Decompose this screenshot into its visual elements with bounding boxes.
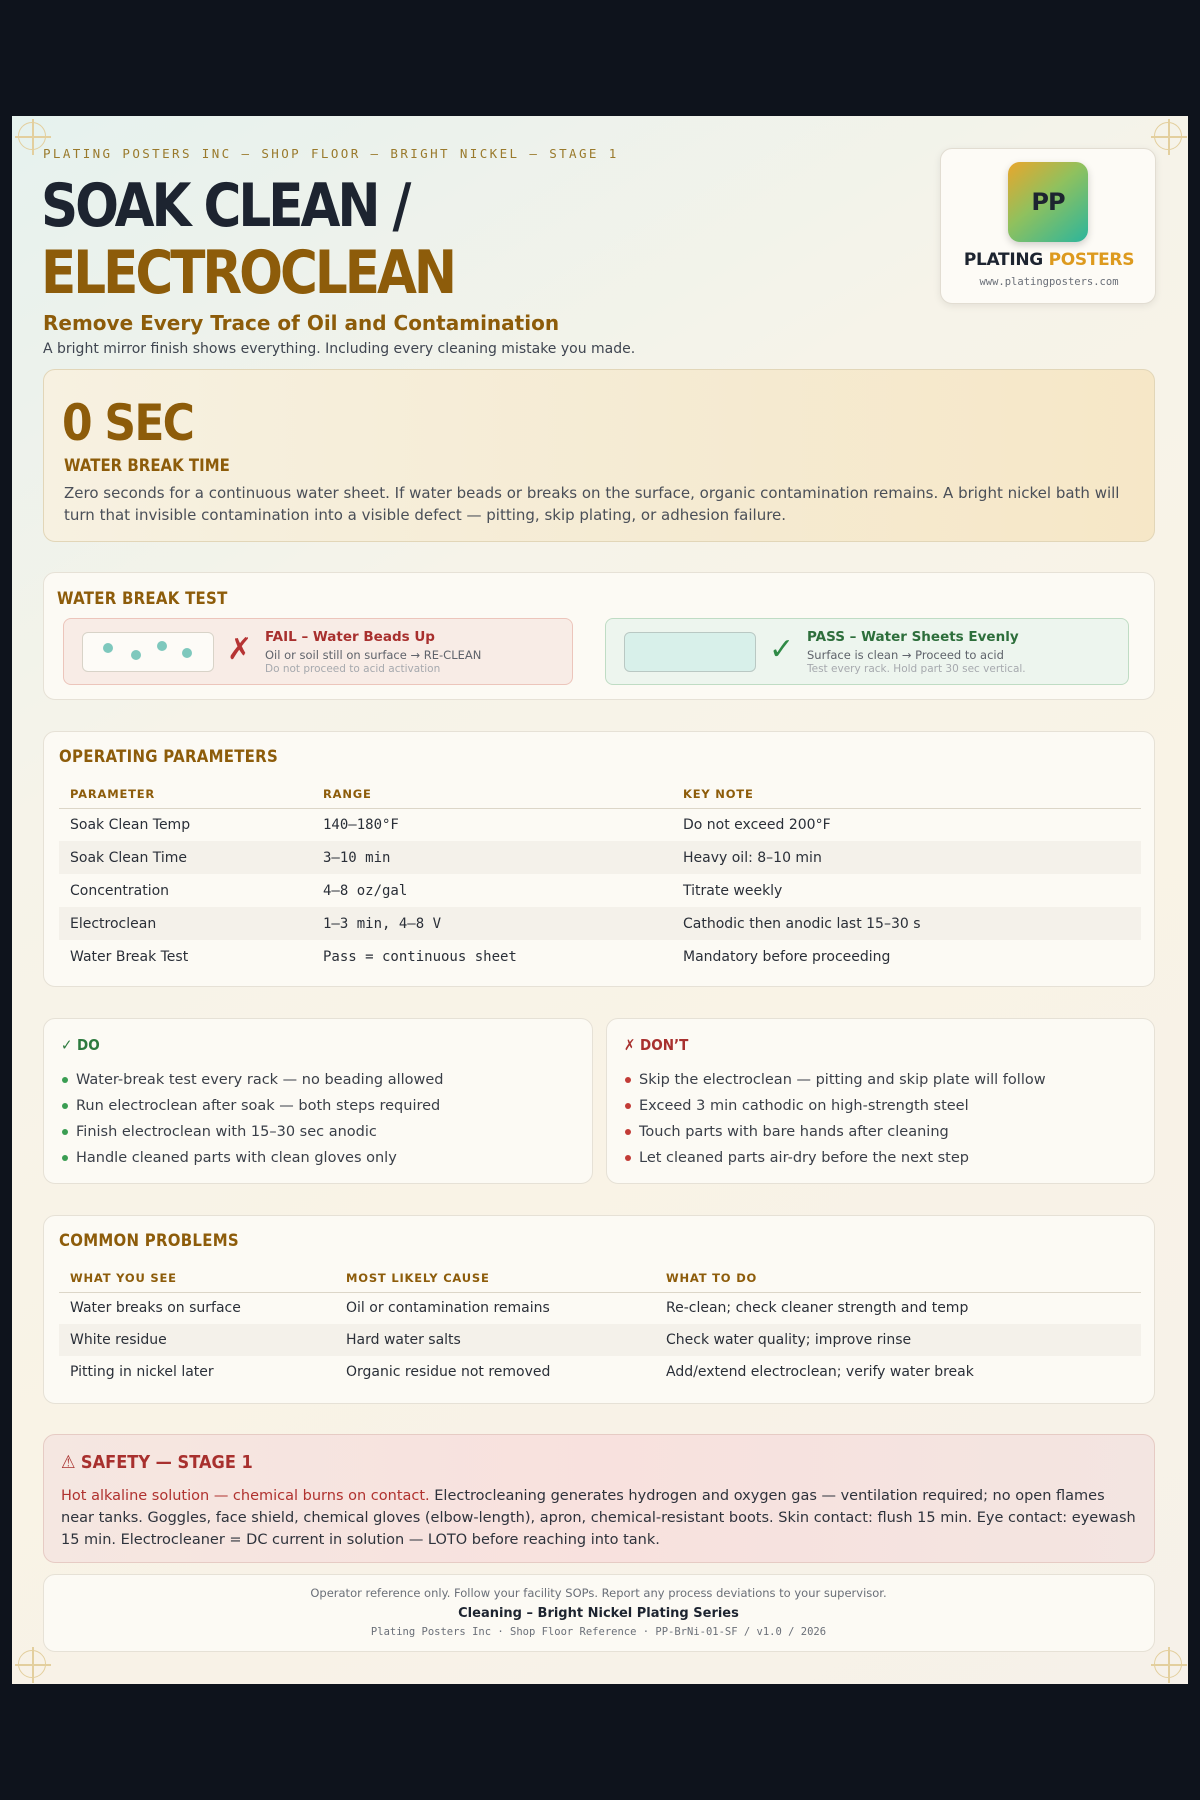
safety-title xyxy=(61,1452,253,1473)
registration-mark-top-left xyxy=(18,122,46,150)
table-cell: Hard water salts xyxy=(335,1324,655,1356)
hero-stat-card xyxy=(43,369,1155,542)
list-item: Run electroclean after soak — both steps required xyxy=(61,1093,444,1119)
table-row xyxy=(59,907,1141,940)
parameters-table xyxy=(59,780,1141,973)
brand-name xyxy=(941,250,1157,270)
table-cell: 140–180°F xyxy=(323,816,399,833)
brand-name-part-1: PLATING xyxy=(963,250,1049,270)
table-cell: Water breaks on surface xyxy=(70,1300,241,1317)
page-title-line-1: SOAK CLEAN / xyxy=(41,171,409,241)
safety-body: Electrocleaning generates hydrogen and oxygen gas — ventilation required; no open flames near tanks. Goggles, face shield, chemical gloves (elbow-length), apron, chemical-resistant boots. Skin contact: flush 15 min. Eye contact: eyewash 15 min. Electrocleaner = DC current in solution — LOTO before reaching into tank. xyxy=(61,1488,1136,1548)
hero-stat-label: WATER BREAK TIME xyxy=(64,456,230,476)
list-item: Skip the electroclean — pitting and skip plate will follow xyxy=(624,1067,1046,1093)
list-item: Finish electroclean with 15–30 sec anodic xyxy=(61,1119,444,1145)
column-header: PARAMETER xyxy=(59,780,312,808)
water-bead xyxy=(182,648,192,658)
poster-sheet xyxy=(12,116,1188,1684)
dont-list-card xyxy=(606,1018,1155,1184)
table-cell: Organic residue not removed xyxy=(346,1364,551,1380)
brand-logo-icon: PP xyxy=(1008,162,1088,242)
table-row xyxy=(59,940,1141,973)
pass-check-icon: ✓ xyxy=(769,632,795,667)
table-row xyxy=(59,841,1141,874)
footer-series: Cleaning – Bright Nickel Plating Series xyxy=(458,1606,739,1621)
safety-text xyxy=(61,1485,1141,1551)
fail-x-icon: ✗ xyxy=(227,632,253,667)
list-item: Water-break test every rack — no beading allowed xyxy=(61,1067,444,1093)
beading-water-swatch xyxy=(82,632,214,672)
fail-example xyxy=(63,618,573,685)
table-row xyxy=(59,808,1141,841)
table-cell: Cathodic then anodic last 15–30 s xyxy=(672,907,1141,940)
footer-disclaimer: Operator reference only. Follow your facility SOPs. Report any process deviations to your supervisor. xyxy=(310,1586,887,1600)
table-cell: 1–3 min, 4–8 V xyxy=(312,907,672,940)
dont-title: ✗ DON’T xyxy=(624,1036,689,1054)
footer-card xyxy=(43,1574,1155,1652)
registration-mark-bottom-left xyxy=(18,1650,46,1678)
water-break-test-card xyxy=(43,572,1155,700)
table-cell: Mandatory before proceeding xyxy=(683,948,891,965)
do-list-card xyxy=(43,1018,593,1184)
table-cell: Re-clean; check cleaner strength and temp xyxy=(666,1300,969,1317)
list-item: Touch parts with bare hands after cleaning xyxy=(624,1119,1046,1145)
safety-title-text: SAFETY — STAGE 1 xyxy=(80,1452,253,1473)
table-cell: Pass = continuous sheet xyxy=(323,948,517,965)
dont-list xyxy=(624,1067,1046,1171)
table-cell: Soak Clean Temp xyxy=(70,816,191,833)
table-cell: Oil or contamination remains xyxy=(346,1300,550,1317)
column-header: WHAT YOU SEE xyxy=(59,1264,335,1292)
sheeting-water-swatch xyxy=(624,632,756,672)
table-cell: Pitting in nickel later xyxy=(70,1364,214,1380)
table-header-row xyxy=(59,1264,1141,1292)
table-cell: Electroclean xyxy=(59,907,312,940)
hero-stat-description: Zero seconds for a continuous water sheet. If water beads or breaks on the surface, organic contamination remains. A bright nickel bath will turn that invisible contamination into a visible defect — pitting, skip plating, or adhesion failure. xyxy=(64,484,1120,524)
footer-document-code: Plating Posters Inc · Shop Floor Reference · PP-BrNi-01-SF / v1.0 / 2026 xyxy=(370,1626,827,1638)
table-cell: 4–8 oz/gal xyxy=(323,882,408,899)
registration-mark-top-right xyxy=(1154,122,1182,150)
section-title: WATER BREAK TEST xyxy=(57,589,228,609)
pass-heading: PASS – Water Sheets Evenly xyxy=(807,629,1019,645)
do-title: ✓ DO xyxy=(61,1036,100,1054)
safety-highlight: Hot alkaline solution — chemical burns on contact. xyxy=(61,1488,430,1504)
table-cell: Soak Clean Time xyxy=(59,841,312,874)
pass-instruction: Surface is clean → Proceed to acid xyxy=(807,648,1004,662)
table-cell: White residue xyxy=(59,1324,335,1356)
water-bead xyxy=(103,643,113,653)
section-title: OPERATING PARAMETERS xyxy=(59,747,278,767)
brand-name-part-2: POSTERS xyxy=(1048,250,1135,270)
section-title: COMMON PROBLEMS xyxy=(59,1231,239,1251)
operating-parameters-card xyxy=(43,731,1155,987)
water-bead xyxy=(157,641,167,651)
table-cell: 3–10 min xyxy=(312,841,672,874)
pass-note: Test every rack. Hold part 30 sec vertical. xyxy=(807,663,1026,675)
column-header: RANGE xyxy=(312,780,672,808)
poster-kicker: PLATING POSTERS INC — SHOP FLOOR — BRIGHT NICKEL — STAGE 1 xyxy=(43,146,619,161)
problems-table xyxy=(59,1264,1141,1388)
column-header: WHAT TO DO xyxy=(655,1264,1141,1292)
do-list xyxy=(61,1067,444,1171)
table-row xyxy=(59,1292,1141,1324)
registration-mark-bottom-right xyxy=(1154,1650,1182,1678)
column-header: MOST LIKELY CAUSE xyxy=(335,1264,655,1292)
table-row xyxy=(59,1356,1141,1388)
warning-icon: ⚠ xyxy=(61,1452,76,1473)
water-bead xyxy=(131,650,141,660)
list-item: Let cleaned parts air-dry before the next step xyxy=(624,1145,1046,1171)
page-tagline: A bright mirror finish shows everything. Including every cleaning mistake you made. xyxy=(43,341,636,357)
common-problems-card xyxy=(43,1215,1155,1404)
safety-card xyxy=(43,1434,1155,1563)
table-row xyxy=(59,874,1141,907)
fail-note: Do not proceed to acid activation xyxy=(265,663,441,675)
table-cell: Add/extend electroclean; verify water break xyxy=(666,1364,974,1380)
hero-stat-value: 0 SEC xyxy=(62,394,194,452)
table-cell: Check water quality; improve rinse xyxy=(655,1324,1141,1356)
table-header-row xyxy=(59,780,1141,808)
page-title-line-2: ELECTROCLEAN xyxy=(41,238,455,308)
page-subtitle: Remove Every Trace of Oil and Contamination xyxy=(43,311,560,335)
pass-example xyxy=(605,618,1129,685)
list-item: Handle cleaned parts with clean gloves only xyxy=(61,1145,444,1171)
table-cell: Concentration xyxy=(70,882,170,899)
column-header: KEY NOTE xyxy=(672,780,1141,808)
table-cell: Do not exceed 200°F xyxy=(683,816,831,833)
table-cell: Titrate weekly xyxy=(683,882,783,899)
brand-logo-card xyxy=(940,148,1156,304)
fail-heading: FAIL – Water Beads Up xyxy=(265,629,435,645)
table-cell: Water Break Test xyxy=(70,948,189,965)
brand-url: www.platingposters.com xyxy=(979,276,1119,288)
table-cell: Heavy oil: 8–10 min xyxy=(672,841,1141,874)
fail-instruction: Oil or soil still on surface → RE-CLEAN xyxy=(265,648,482,662)
table-row xyxy=(59,1324,1141,1356)
list-item: Exceed 3 min cathodic on high-strength steel xyxy=(624,1093,1046,1119)
